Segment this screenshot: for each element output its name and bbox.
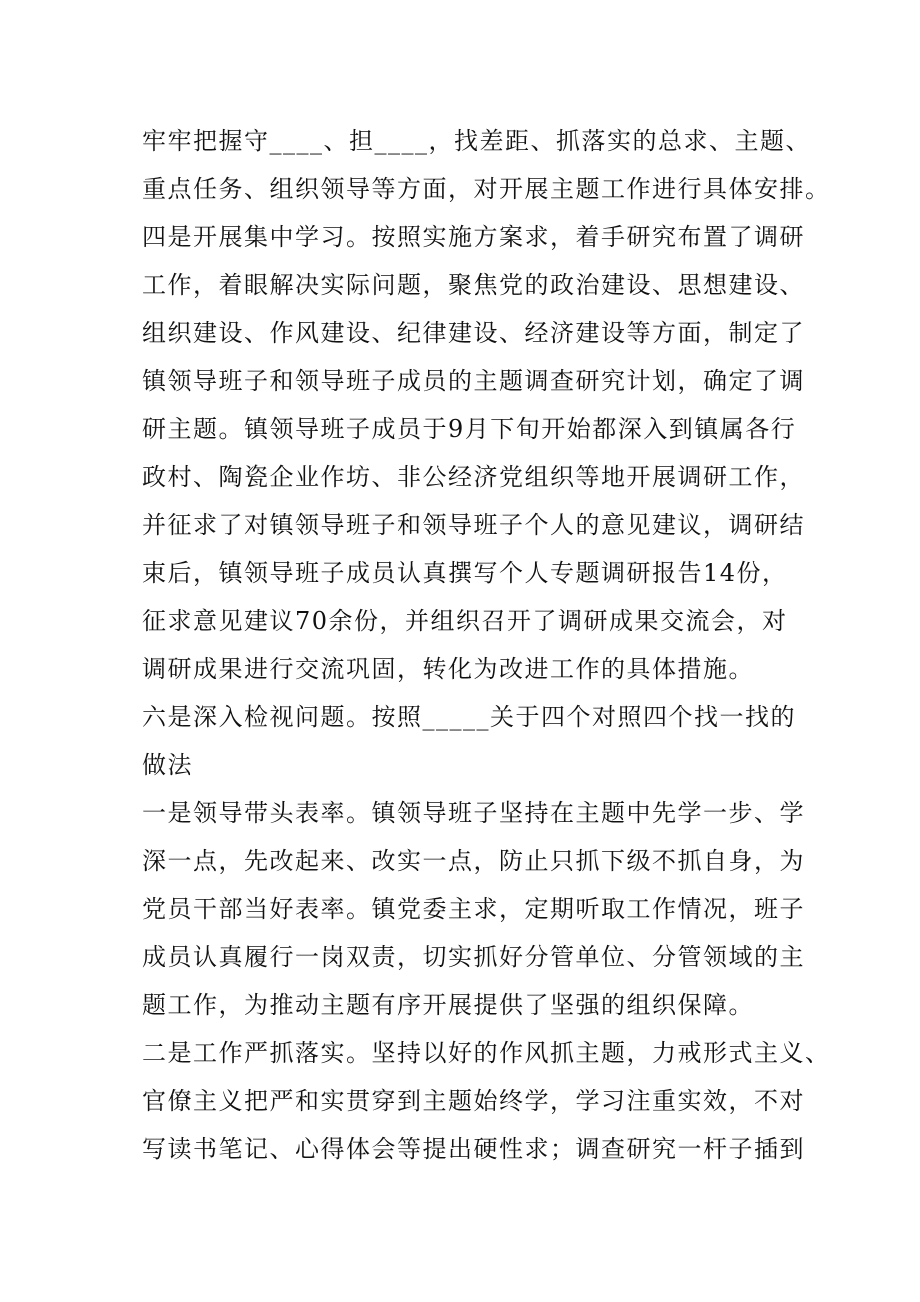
text-line: 一是领导带头表率。镇领导班子坚持在主题中先学一步、学 bbox=[142, 799, 805, 827]
text-line: 深一点，先改起来、改实一点，防止只抓下级不抓自身，为 bbox=[142, 847, 805, 875]
text-line: 二是工作严抓落实。坚持以好的作风抓主题，力戒形式主义、 bbox=[142, 1039, 831, 1067]
text-line: 研主题。镇领导班子成员于9月下旬开始都深入到镇属各行 bbox=[142, 415, 797, 443]
text-line: 党员干部当好表率。镇党委主求，定期听取工作情况，班子 bbox=[142, 895, 805, 923]
text-line: 工作，着眼解决实际问题，聚焦党的政治建设、思想建设、 bbox=[142, 271, 805, 299]
text-line: 调研成果进行交流巩固，转化为改进工作的具体措施。 bbox=[142, 655, 754, 683]
text-line: 镇领导班子和领导班子成员的主题调查研究计划，确定了调 bbox=[142, 367, 805, 395]
text-line: 成员认真履行一岗双责，切实抓好分管单位、分管领域的主 bbox=[142, 943, 805, 971]
text-line: 题工作，为推动主题有序开展提供了坚强的组织保障。 bbox=[142, 991, 754, 1019]
text-line: 官僚主义把严和实贯穿到主题始终学，学习注重实效，不对 bbox=[142, 1087, 805, 1115]
text-line: 政村、陶瓷企业作坊、非公经济党组织等地开展调研工作， bbox=[142, 463, 805, 491]
text-line: 四是开展集中学习。按照实施方案求，着手研究布置了调研 bbox=[142, 223, 805, 251]
text-line: 并征求了对镇领导班子和领导班子个人的意见建议，调研结 bbox=[142, 511, 805, 539]
text-line: 组织建设、作风建设、纪律建设、经济建设等方面，制定了 bbox=[142, 319, 805, 347]
text-line: 重点任务、组织领导等方面，对开展主题工作进行具体安排。 bbox=[142, 175, 831, 203]
text-line: 征求意见建议70余份，并组织召开了调研成果交流会，对 bbox=[142, 607, 788, 635]
text-line: 六是深入检视问题。按照_____关于四个对照四个找一找的 bbox=[142, 703, 796, 731]
text-line: 做法 bbox=[142, 751, 193, 779]
document-body bbox=[142, 117, 831, 1173]
text-line: 写读书笔记、心得体会等提出硬性求；调查研究一杆子插到 bbox=[142, 1135, 805, 1163]
text-line: 束后，镇领导班子成员认真撰写个人专题调研报告14份， bbox=[142, 559, 788, 587]
text-line: 牢牢把握守____、担____，找差距、抓落实的总求、主题、 bbox=[142, 127, 811, 155]
